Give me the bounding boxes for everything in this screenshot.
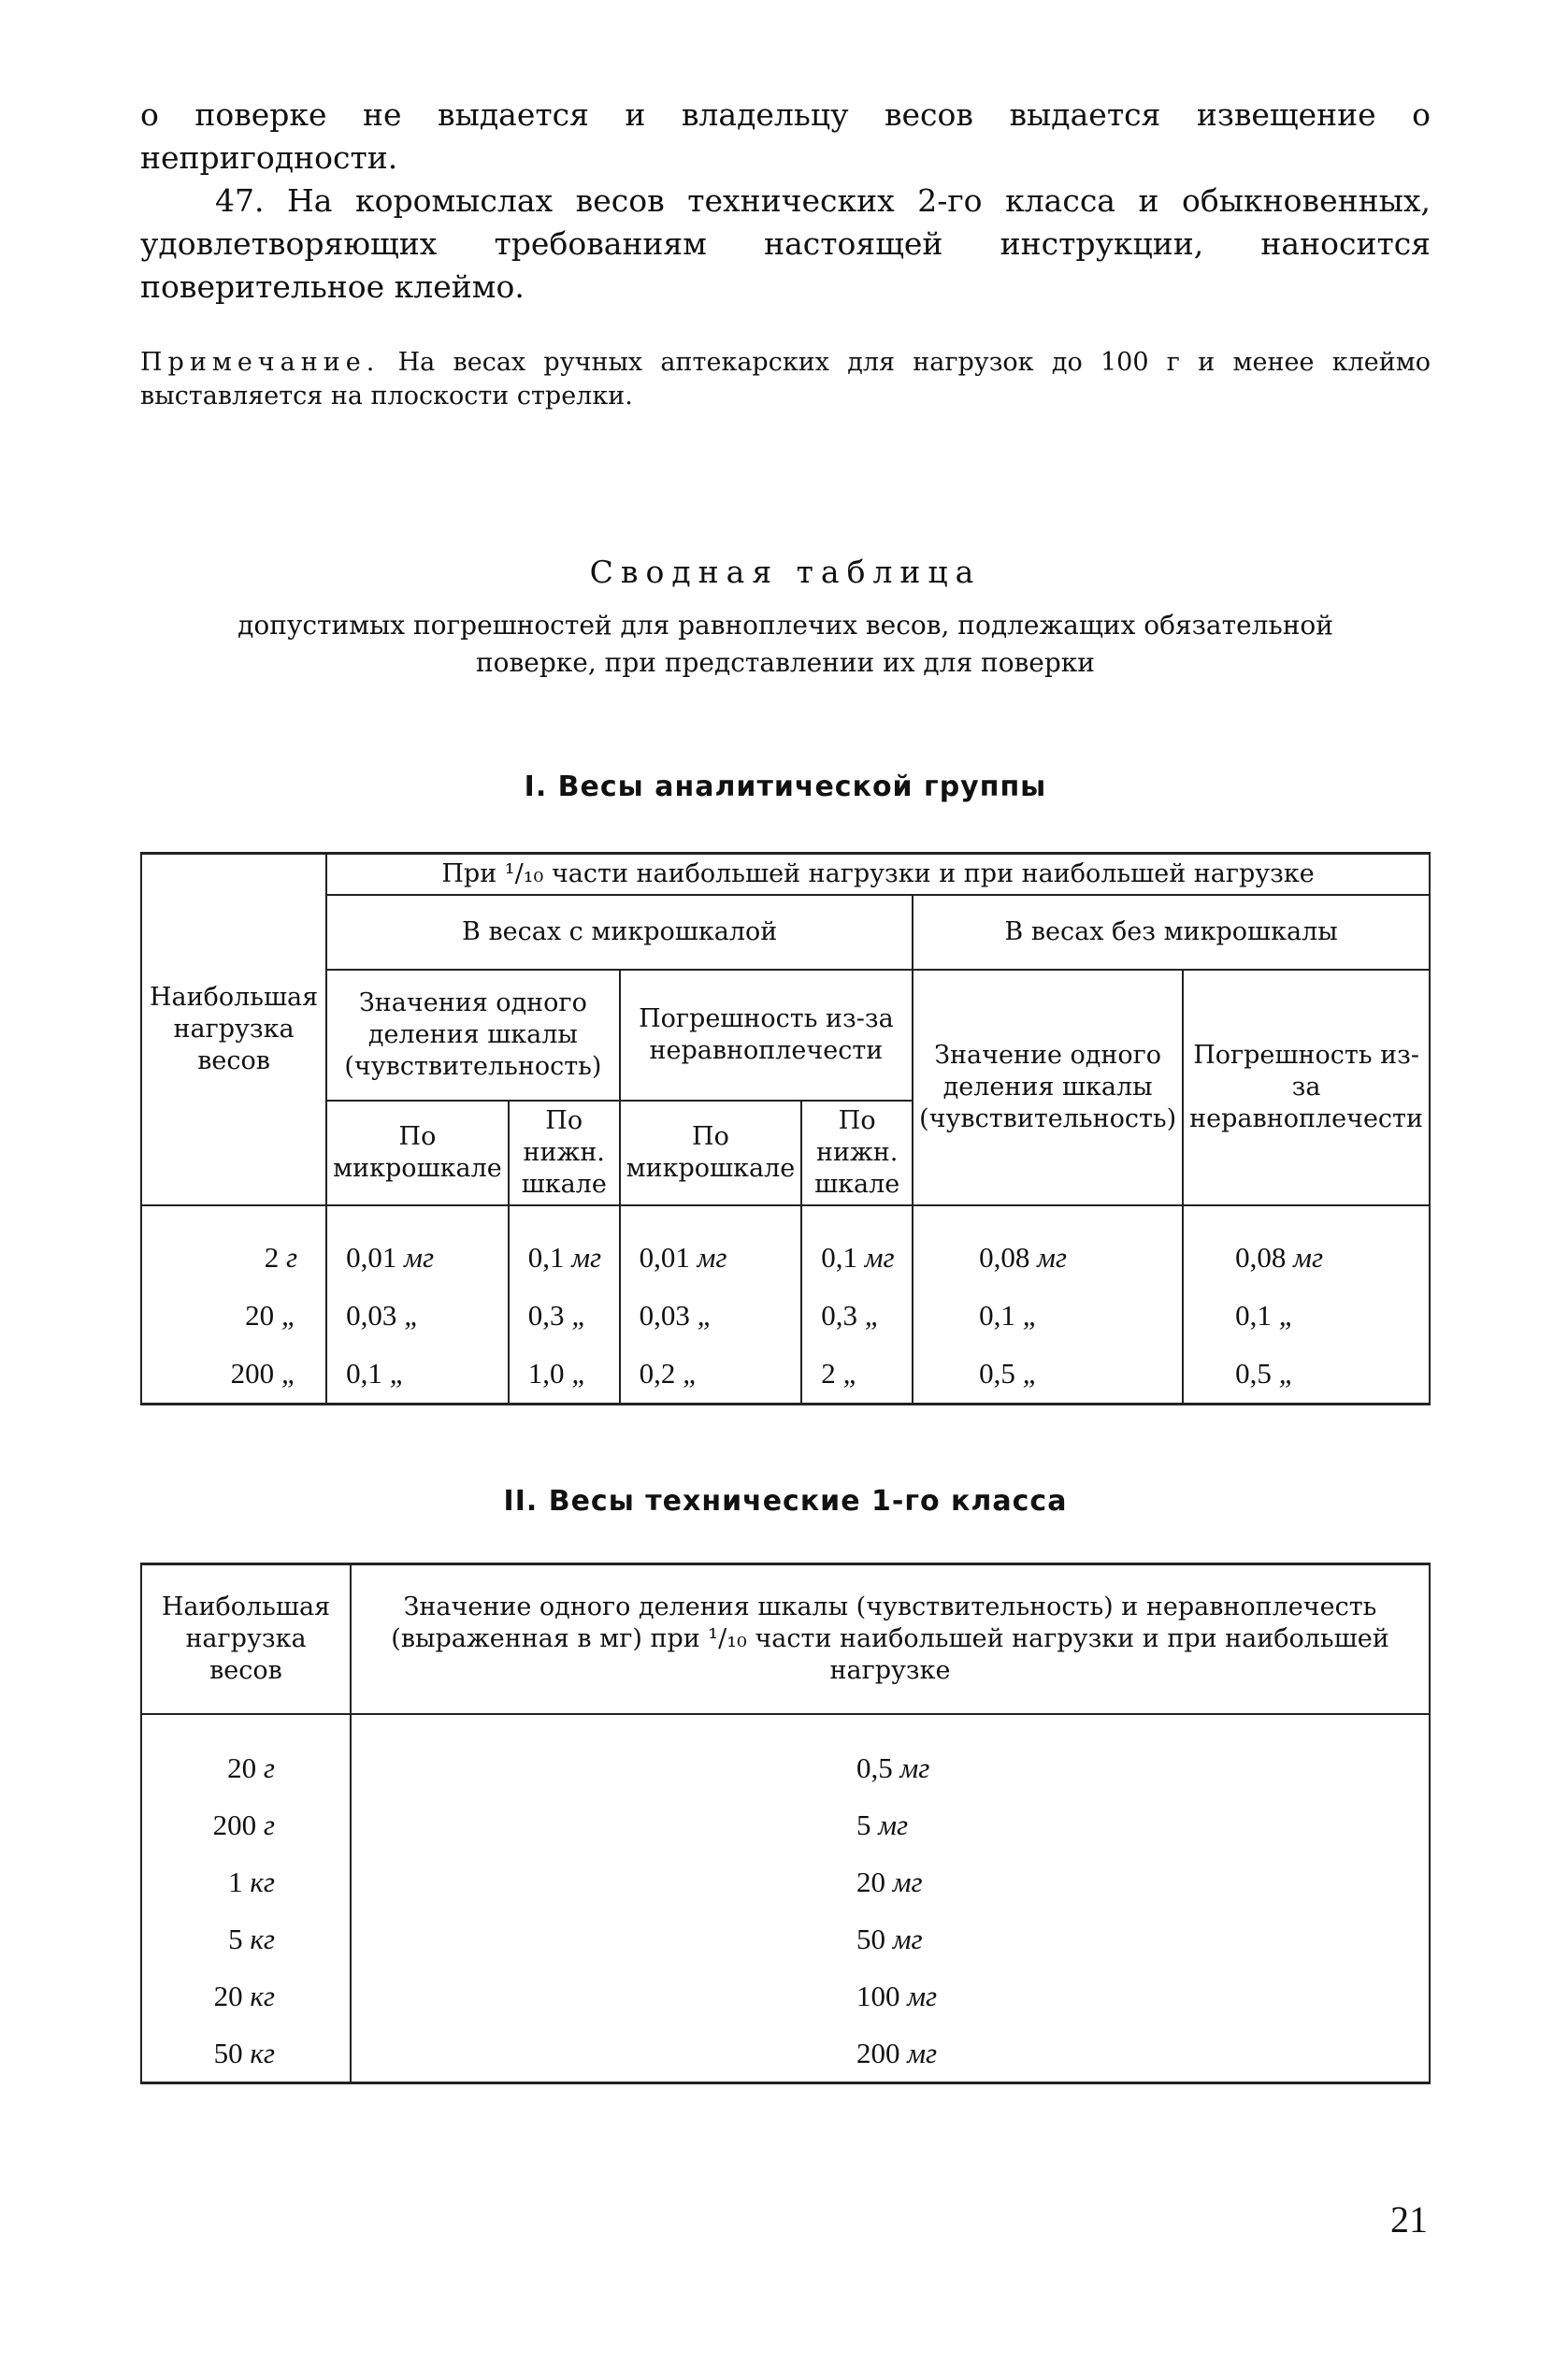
t1-cell: 0,1 мг <box>801 1205 913 1287</box>
t1-col-without-micro: В весах без микрошкалы <box>913 895 1430 970</box>
t2-load: 20 г <box>141 1714 351 1796</box>
t2-value: 200 мг <box>351 2024 1430 2083</box>
t1-cell: 0,1 „ <box>913 1287 1183 1345</box>
t2-load: 20 кг <box>141 1967 351 2024</box>
t2-value: 50 мг <box>351 1910 1430 1967</box>
t1-cell: 0,01 мг <box>620 1205 802 1287</box>
table1-title: I. Весы аналитической группы <box>524 771 1047 803</box>
t1-cell: 0,5 „ <box>913 1345 1183 1405</box>
t1-cell: 0,1 „ <box>1183 1287 1430 1345</box>
table-row <box>141 1205 1430 1287</box>
summary-subtitle <box>140 607 1431 682</box>
t2-col-max-load: Наибольшая нагрузка весов <box>141 1564 351 1715</box>
table-row <box>141 1853 1430 1910</box>
table-row <box>141 2024 1430 2083</box>
t1-load: 2 г <box>141 1205 326 1287</box>
t2-value: 5 мг <box>351 1796 1430 1853</box>
t1-cell: 0,08 мг <box>1183 1205 1430 1287</box>
t1-col-division-value: Значения одного деления шкалы (чувствительность) <box>326 970 619 1101</box>
paragraph-continuation: о поверке не выдается и владельцу весов выдается извещение о непригодности. <box>140 96 1431 176</box>
t2-col-value: Значение одного деления шкалы (чувствительность) и неравноплечесть (выраженная в мг) при ¹/₁₀ части наибольшей нагрузки и при наибольшей нагрузке <box>351 1564 1430 1715</box>
t2-value: 0,5 мг <box>351 1714 1430 1796</box>
t1-cell: 2 „ <box>801 1345 913 1405</box>
t1-cell: 0,08 мг <box>913 1205 1183 1287</box>
t2-load: 1 кг <box>141 1853 351 1910</box>
table-row <box>141 1287 1430 1345</box>
summary-subtitle-line1: допустимых погрешностей для равноплечих весов, подлежащих обязательной <box>237 610 1333 641</box>
table-analytical <box>140 852 1431 1405</box>
t1-sub-micro-1: По микрошкале <box>326 1101 509 1205</box>
t1-cell: 0,01 мг <box>326 1205 509 1287</box>
table-row <box>141 1967 1430 2024</box>
t2-load: 5 кг <box>141 1910 351 1967</box>
t1-col-with-micro: В весах с микрошкалой <box>326 895 913 970</box>
t1-cell: 0,3 „ <box>801 1287 913 1345</box>
t1-col-at-fraction: При ¹/₁₀ части наибольшей нагрузки и при наибольшей нагрузке <box>326 854 1430 896</box>
t1-cell: 1,0 „ <box>509 1345 620 1405</box>
t1-col-division-value-nomicro: Значение одного деления шкалы (чувствительность) <box>913 970 1183 1205</box>
t2-load: 200 г <box>141 1796 351 1853</box>
table-technical <box>140 1563 1431 2084</box>
t1-cell: 0,03 „ <box>326 1287 509 1345</box>
table-row <box>141 1345 1430 1405</box>
t1-cell: 0,3 „ <box>509 1287 620 1345</box>
t2-value: 20 мг <box>351 1853 1430 1910</box>
summary-title: Сводная таблица <box>589 554 982 590</box>
t1-sub-lower-1: По нижн. шкале <box>509 1101 620 1205</box>
t1-cell: 0,2 „ <box>620 1345 802 1405</box>
page-number: 21 <box>1390 2198 1428 2241</box>
note-label: Примечание. <box>140 348 381 377</box>
note-text: На весах ручных аптекарских для нагрузок до 100 г и менее клеймо выставляется на плоскости стрелки. <box>140 348 1431 411</box>
t1-cell: 0,5 „ <box>1183 1345 1430 1405</box>
t1-load: 20 „ <box>141 1287 326 1345</box>
t2-value: 100 мг <box>351 1967 1430 2024</box>
paragraph-47: 47. На коромыслах весов технических 2-го класса и обыкновенных, удовлетворяющих требованиям настоящей инструкции, наносится поверительное клеймо. <box>140 182 1431 305</box>
t1-load: 200 „ <box>141 1345 326 1405</box>
summary-subtitle-line2: поверке, при представлении их для поверки <box>476 647 1095 678</box>
t1-sub-lower-2: По нижн. шкале <box>801 1101 913 1205</box>
t1-col-inequality-error-nomicro: Погрешность из-за неравноплечести <box>1183 970 1430 1205</box>
t2-load: 50 кг <box>141 2024 351 2083</box>
t1-cell: 0,1 „ <box>326 1345 509 1405</box>
t1-cell: 0,03 „ <box>620 1287 802 1345</box>
table-row <box>141 1714 1430 1796</box>
note <box>140 346 1431 413</box>
table-row <box>141 1796 1430 1853</box>
t1-cell: 0,1 мг <box>509 1205 620 1287</box>
t1-sub-micro-2: По микрошкале <box>620 1101 802 1205</box>
page <box>140 94 1431 2084</box>
table2-title: II. Весы технические 1-го класса <box>503 1485 1068 1518</box>
t1-col-inequality-error: Погрешность из-за неравноплечести <box>620 970 913 1101</box>
table-row <box>141 1910 1430 1967</box>
t1-col-max-load: Наибольшая нагрузка весов <box>141 854 326 1206</box>
